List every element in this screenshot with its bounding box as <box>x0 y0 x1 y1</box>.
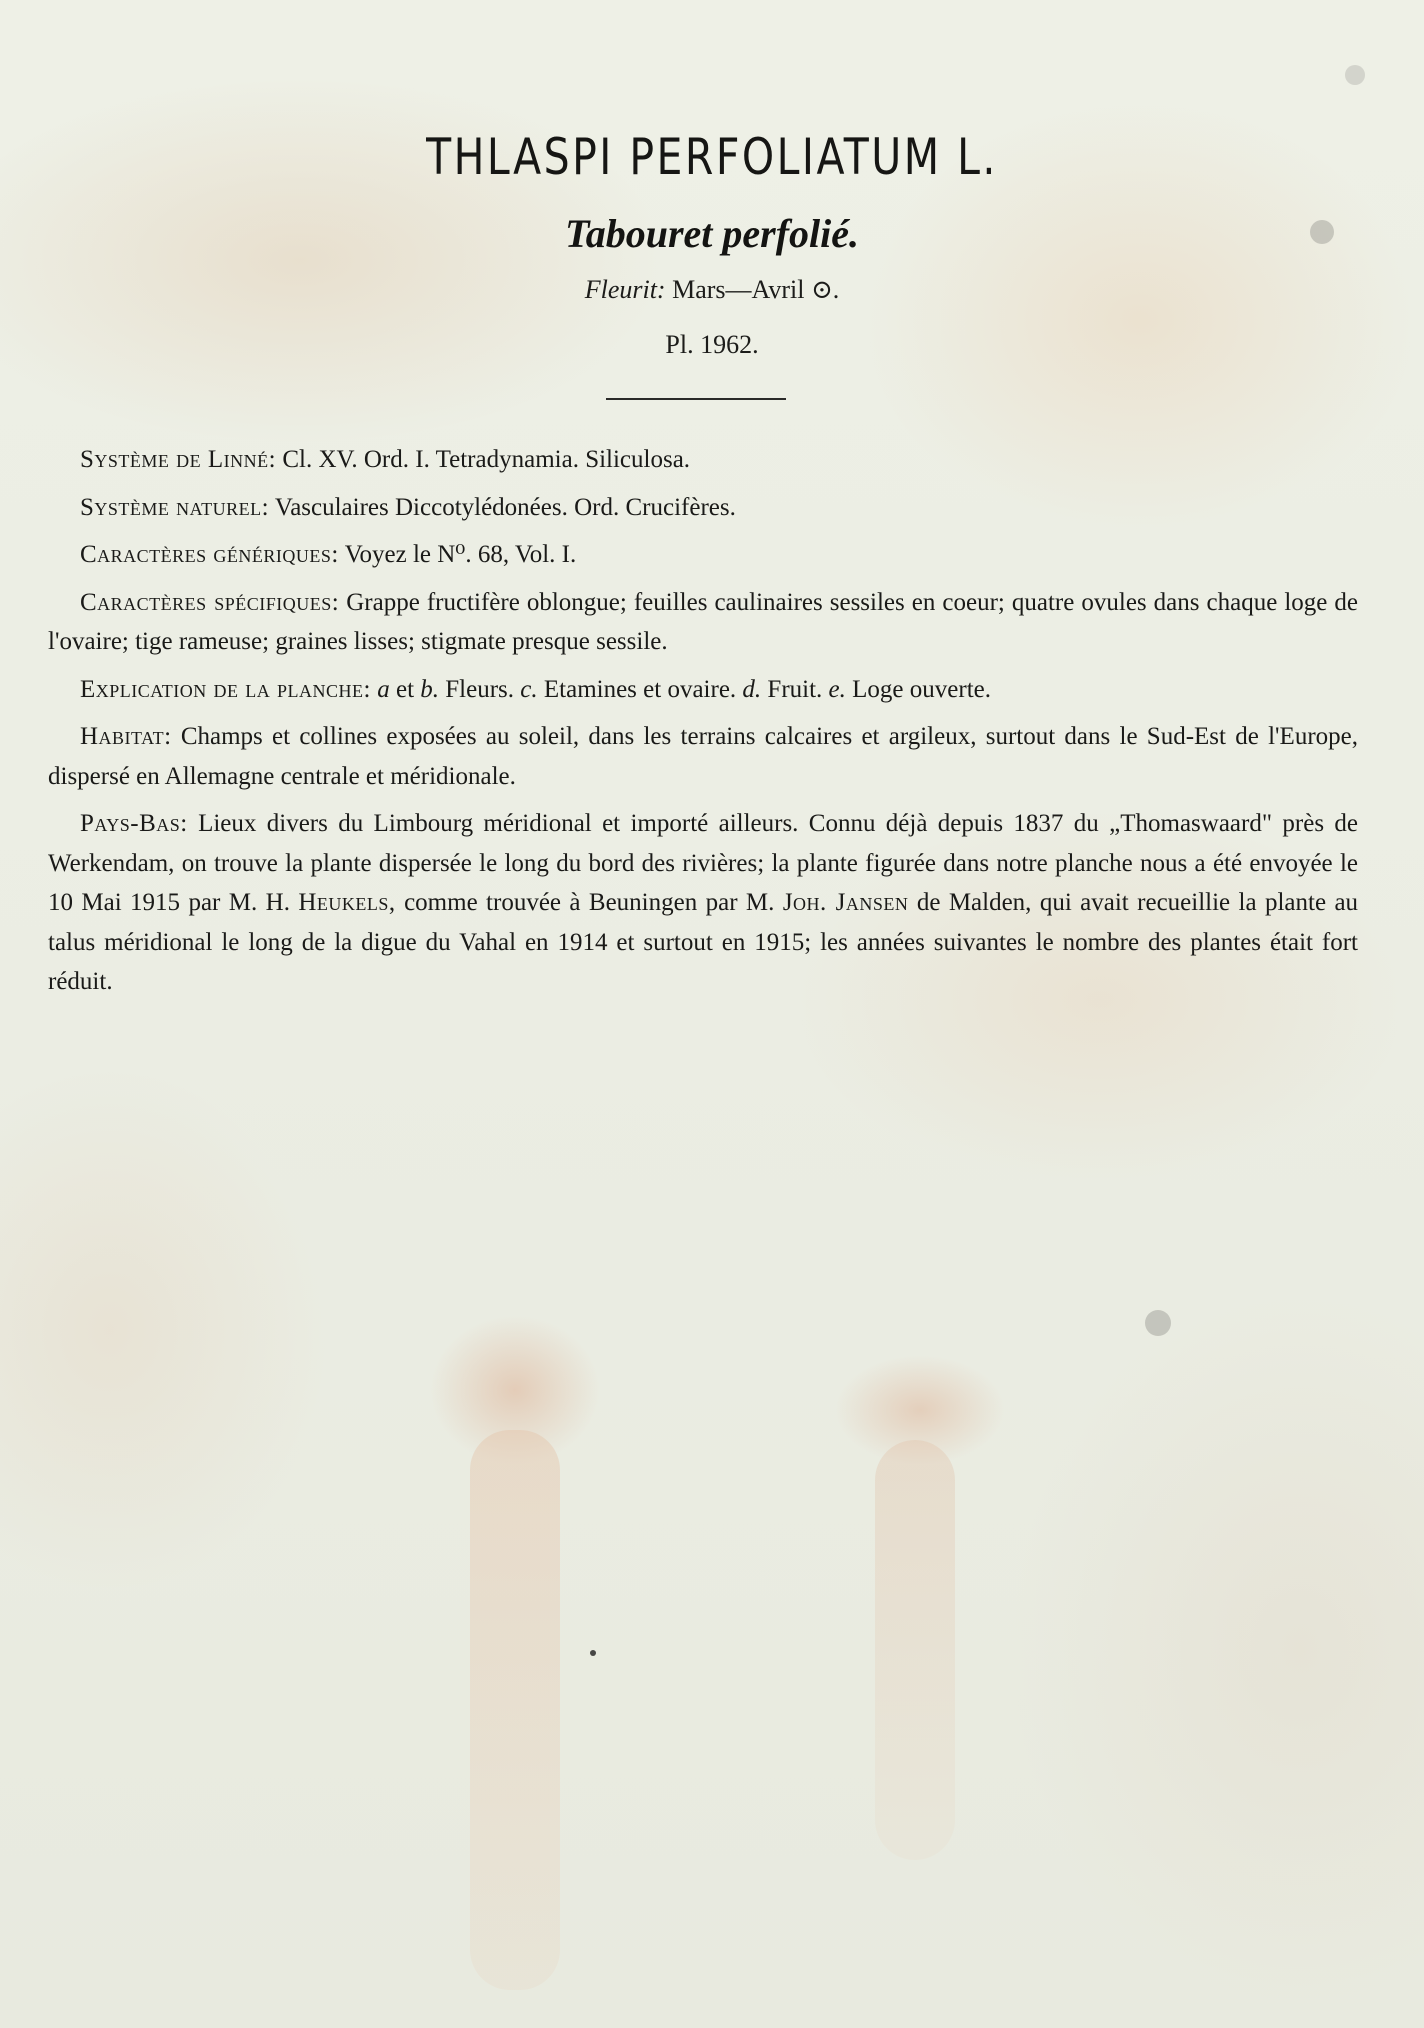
show-through-stain <box>875 1440 955 1860</box>
show-through-stain <box>835 1355 1005 1465</box>
figure-caption: Fleurs. <box>445 675 515 703</box>
section-text: Grappe fructifère oblongue; feuilles caulinaires sessiles en coeur; quatre ovules dans chaque loge de l'ovaire; tige rameuse; graines lisses; stigmate presque sessile. <box>48 588 1358 655</box>
figure-letter: b. <box>420 675 440 703</box>
figure-caption: Etamines et ovaire. <box>543 675 737 703</box>
person-name: Heukels, <box>298 889 396 916</box>
figure-letter: e. <box>828 675 846 703</box>
flowering-value: Mars—Avril ⊙. <box>672 275 840 304</box>
figure-caption: Loge ouverte. <box>852 675 991 703</box>
section-explication <box>48 670 1358 710</box>
section-habitat <box>48 717 1358 796</box>
section-linne <box>48 440 1358 480</box>
species-title: THLASPI PERFOLIATUM L. <box>426 128 998 186</box>
section-label: Explication de la planche: <box>80 675 371 703</box>
show-through-stain <box>430 1315 600 1465</box>
divider <box>606 398 786 400</box>
ink-dot <box>590 1650 596 1656</box>
figure-caption: Fruit. <box>767 675 823 703</box>
common-name: Tabouret perfolié. <box>564 211 860 256</box>
person-name: Joh. Jansen <box>782 889 909 916</box>
section-text: Voyez le N⁰. 68, Vol. I. <box>344 541 577 568</box>
figure-letter: c. <box>520 675 538 703</box>
paper-spot <box>1145 1310 1171 1336</box>
section-label: Habitat: <box>80 723 172 750</box>
conjunction: et <box>395 675 415 703</box>
section-text: comme trouvée à Beuningen par M. <box>404 889 775 916</box>
section-label: Système de Linné: <box>80 446 277 473</box>
figure-letter: d. <box>742 675 762 703</box>
section-label: Caractères génériques: <box>80 541 339 568</box>
section-label: Système naturel: <box>80 493 270 521</box>
section-text: Champs et collines exposées au soleil, dans les terrains calcaires et argileux, surtout dans le Sud-Est de l'Europe, dispersé en Allemagne centrale et méridionale. <box>48 723 1358 790</box>
section-label: Pays-Bas: <box>80 810 188 837</box>
paper-spot <box>1345 65 1365 85</box>
section-text: Cl. XV. Ord. I. Tetradynamia. Siliculosa. <box>282 446 691 473</box>
section-text: Lieux divers du Limbourg méridional et importé ailleurs. Connu déjà depuis 1837 du „Thomaswaard" près de Werkendam, on trouve la plante dispersée le long du bord des rivières; la plante figurée dans notre planche nous a été envoyée le 10 Mai 1915 par M. H. <box>48 810 1358 916</box>
section-text: de Malden, qui avait recueillie la plante au talus méridional le long de la digue du Vahal en 1914 et surtout en 1915; les années suivantes le nombre des plantes était fort réduit. <box>48 889 1359 995</box>
section-label: Caractères spécifiques: <box>80 588 340 616</box>
section-pays-bas <box>48 804 1358 1002</box>
section-text: Vasculaires Diccotylédonées. Ord. Crucifères. <box>274 493 736 521</box>
plate-number: Pl. 1962. <box>665 330 759 359</box>
flowering-period <box>0 275 1424 305</box>
section-specifiques <box>48 583 1358 662</box>
section-naturel <box>48 488 1358 528</box>
flowering-label: Fleurit: <box>584 275 666 304</box>
figure-letter: a <box>377 675 390 703</box>
description-body <box>48 440 1358 1010</box>
show-through-stain <box>470 1430 560 1990</box>
section-generiques <box>48 535 1358 575</box>
